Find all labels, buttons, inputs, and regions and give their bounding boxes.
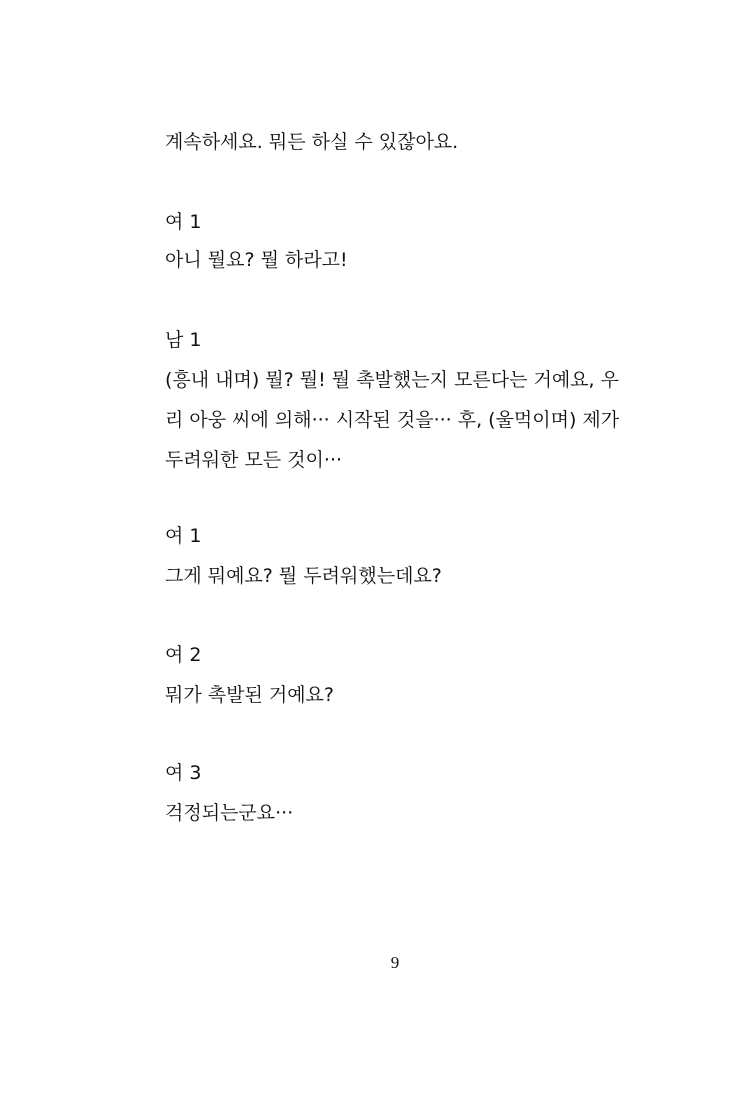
dialogue-line-opening: 계속하세요. 뭐든 하실 수 있잖아요. [165,131,459,153]
speaker-label-woman-1: 여 1 [165,211,202,233]
dialogue-line: 아니 뭘요? 뭘 하라고! [165,249,348,271]
dialogue-line: 걱정되는군요··· [165,802,294,824]
speaker-label-woman-2: 여 2 [165,644,202,666]
speaker-label-man-1: 남 1 [165,329,202,351]
dialogue-line: 그게 뭐예요? 뭘 두려워했는데요? [165,565,442,587]
speaker-label-woman-1: 여 1 [165,525,202,547]
dialogue-line: 두려워한 모든 것이··· [165,449,343,471]
page-number: 9 [390,953,400,972]
speaker-label-woman-3: 여 3 [165,762,202,784]
dialogue-line: 뭐가 촉발된 거예요? [165,684,334,706]
dialogue-line: (흥내 내며) 뭘? 뭘! 뭘 촉발했는지 모른다는 거예요, 우 [165,369,619,391]
dialogue-line: 리 아웅 씨에 의해··· 시작된 것을··· 후, (울먹이며) 제가 [165,409,620,431]
